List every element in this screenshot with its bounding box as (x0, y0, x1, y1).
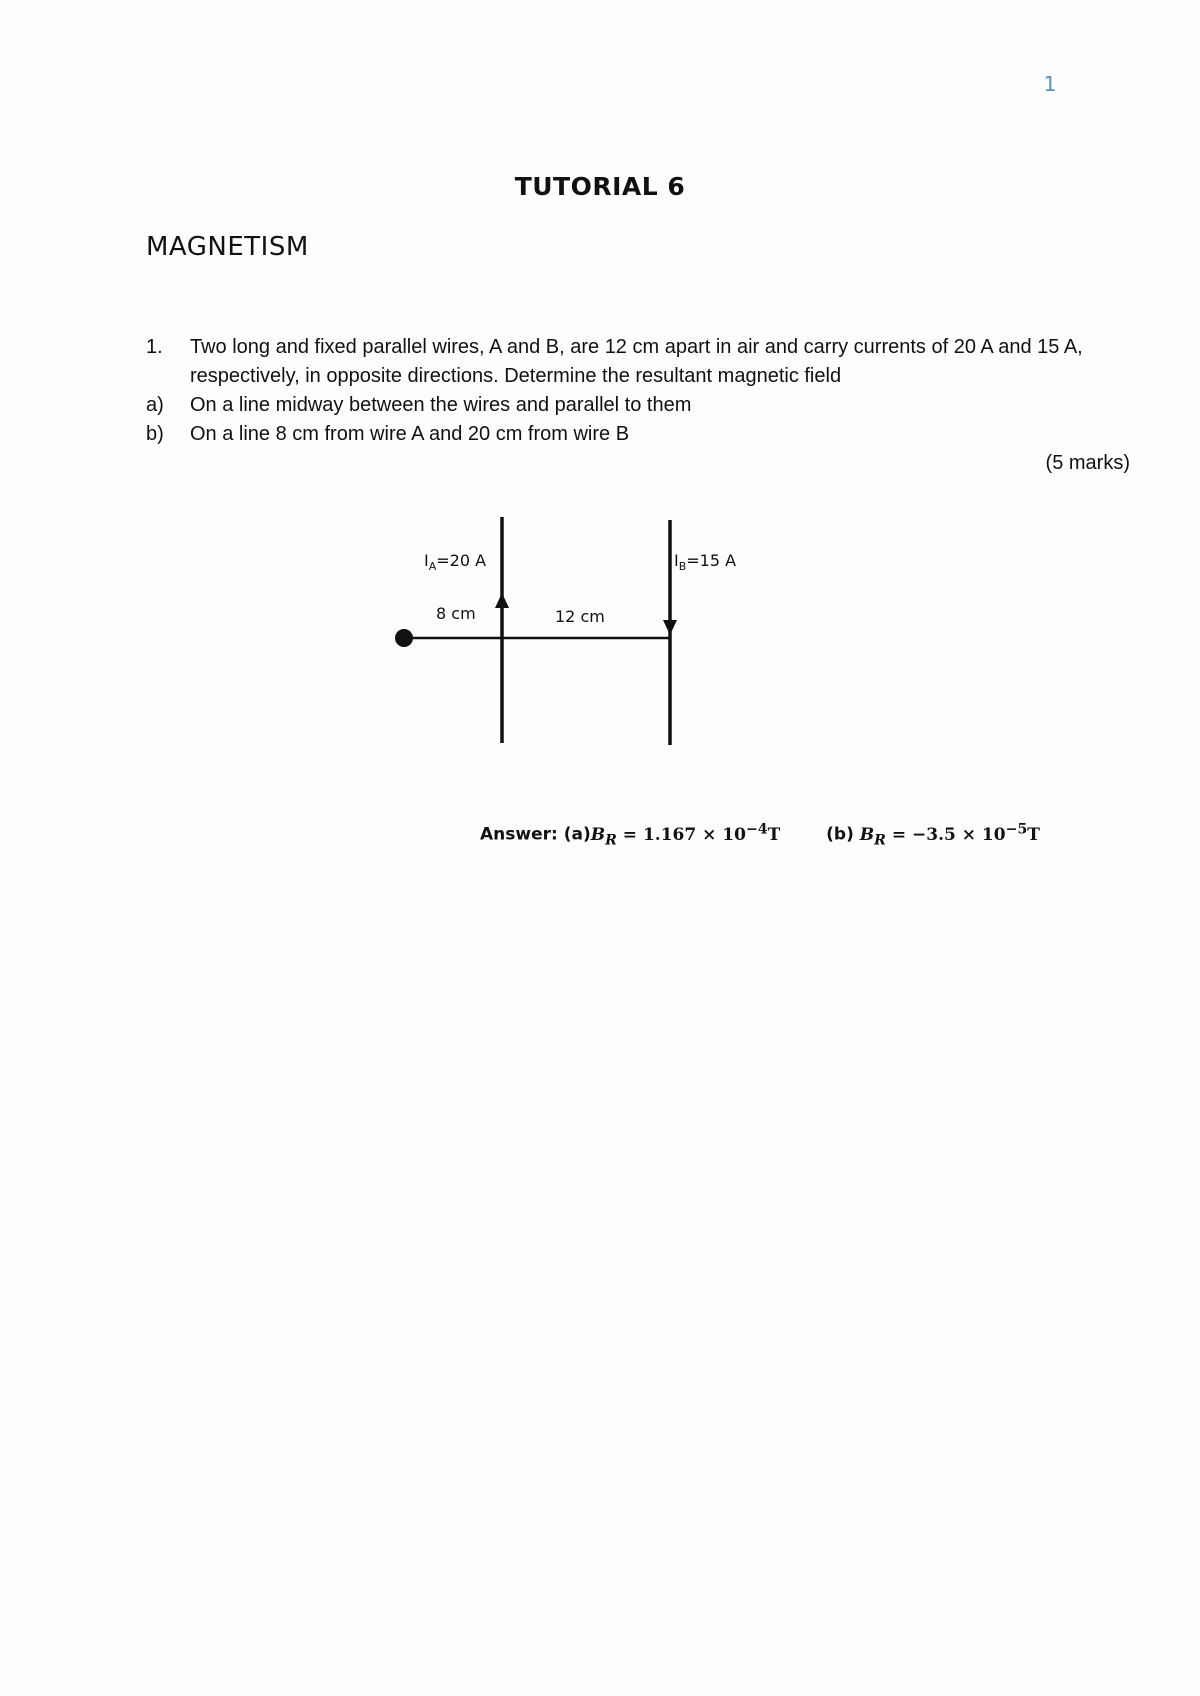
part-text: On a line midway between the wires and parallel to them (190, 394, 692, 416)
part-label: b) (146, 423, 164, 445)
page-number: 1 (1043, 72, 1057, 96)
answer-b-value: $B_R = -3.5 \times 10^{-5}T$ (859, 821, 1040, 849)
question-stem (146, 333, 1136, 391)
part-text: On a line 8 cm from wire A and 20 cm from wire B (190, 423, 630, 445)
wire-a-current-label: $I_A=20$ A (424, 551, 487, 573)
answer-a-label: (a) (563, 824, 591, 845)
wires-diagram (380, 505, 740, 755)
section-heading: MAGNETISM (146, 232, 309, 262)
part-label: a) (146, 394, 164, 416)
question-part-a (146, 391, 1136, 420)
question-text: Two long and fixed parallel wires, A and B, are 12 cm apart in air and carry currents of 20 A and 15 A, respectively, in opposite directions. Determine the resultant magnetic field (190, 336, 1083, 387)
wire-a-arrow-up-icon (495, 593, 509, 608)
question-1 (146, 333, 1136, 449)
distance-8cm-label: 8 cm (436, 604, 476, 623)
answer-a-value: $B_R = 1.167 \times 10^{-4}T$ (590, 821, 781, 849)
wire-b-current-label: $I_B=15$ A (674, 551, 737, 573)
marks-label: (5 marks) (1045, 452, 1130, 474)
page-title: TUTORIAL 6 (514, 172, 686, 201)
question-part-b (146, 420, 1136, 449)
wire-b-arrow-down-icon (663, 620, 677, 635)
answer-b-label: (b) (826, 824, 854, 845)
distance-12cm-label: 12 cm (555, 607, 605, 626)
answer-label: Answer: (480, 824, 558, 845)
answer-line (480, 821, 1040, 848)
point-marker (395, 629, 413, 647)
question-number: 1. (146, 336, 163, 358)
